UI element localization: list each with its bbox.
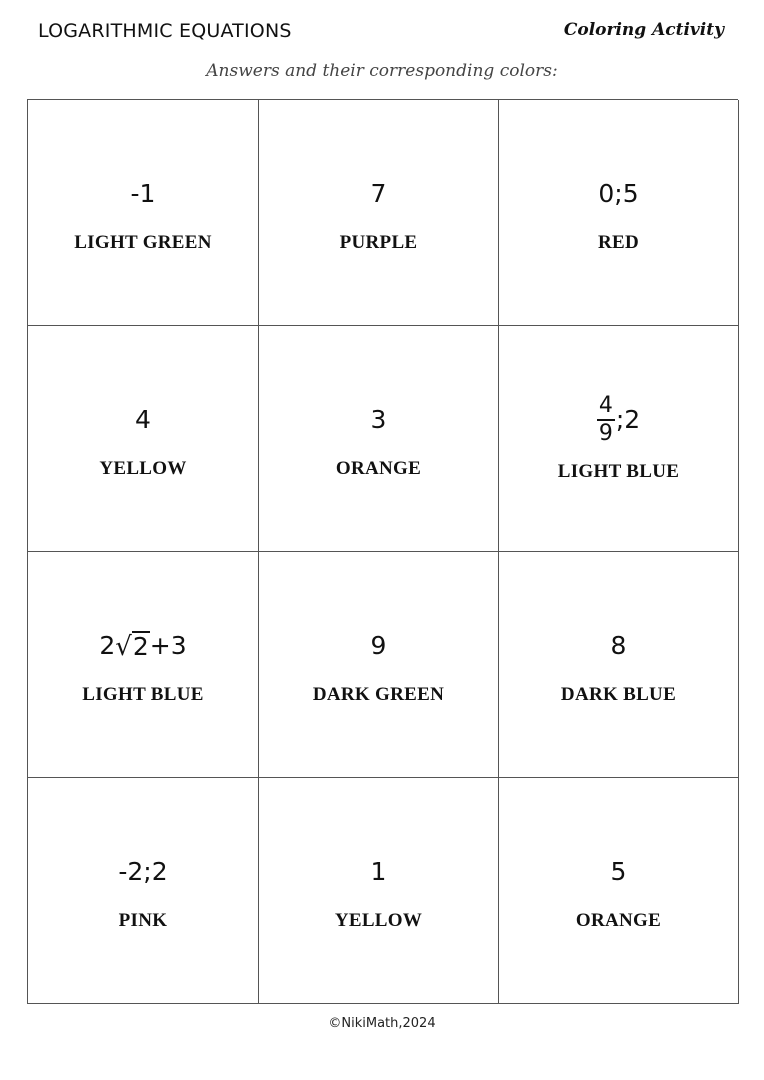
radicand: 2 [132, 631, 149, 661]
answer-value: -2;2 [118, 857, 168, 886]
color-name: LIGHT BLUE [557, 460, 680, 482]
answer-value: 1 [370, 857, 387, 886]
answer-cell-2 [259, 100, 499, 326]
activity-label: Coloring Activity [563, 20, 724, 40]
color-name: YELLOW [99, 457, 187, 479]
color-name: DARK GREEN [312, 683, 445, 705]
answer-cell-10 [28, 778, 259, 1004]
answer-cell-9 [499, 552, 739, 778]
answer-cell-3 [499, 100, 739, 326]
color-name: RED [597, 231, 639, 253]
color-name: YELLOW [334, 909, 423, 931]
color-name: ORANGE [335, 457, 422, 479]
answer-value: 4 [135, 405, 151, 434]
square-root [115, 631, 149, 661]
answer-cell-6 [499, 326, 739, 552]
worksheet-subtitle: Answers and their corresponding colors: [206, 61, 558, 81]
fraction [597, 392, 615, 446]
answer-cell-7 [28, 552, 259, 778]
answer-prefix: 2 [99, 631, 116, 660]
color-name: DARK BLUE [560, 683, 677, 705]
color-name: PINK [118, 909, 168, 931]
radical-sign-icon: √ [115, 632, 132, 663]
worksheet-title: LOGARITHMIC EQUATIONS [38, 20, 292, 42]
copyright-footer: ©NikiMath,2024 [328, 1016, 436, 1031]
fraction-numerator: 4 [597, 395, 615, 421]
answer-value: 7 [370, 179, 387, 208]
answer-cell-11 [259, 778, 499, 1004]
answer-value [597, 392, 641, 446]
answer-cell-5 [259, 326, 499, 552]
answer-cell-4 [28, 326, 259, 552]
answer-rest: ;2 [615, 405, 641, 434]
color-name: ORANGE [575, 909, 662, 931]
color-name: LIGHT BLUE [82, 683, 204, 705]
color-name: LIGHT GREEN [74, 231, 212, 253]
answer-suffix: +3 [149, 631, 187, 660]
answer-cell-8 [259, 552, 499, 778]
answer-value: 5 [610, 857, 627, 886]
fraction-denominator: 9 [598, 420, 613, 446]
answer-value: 8 [610, 631, 627, 660]
answer-cell-1 [28, 100, 259, 326]
answer-value: 9 [370, 631, 387, 660]
answer-value: -1 [130, 179, 156, 208]
answer-cell-12 [499, 778, 739, 1004]
answer-color-grid [27, 99, 738, 1004]
color-name: PURPLE [339, 231, 418, 253]
answer-value [99, 624, 186, 668]
answer-value: 0;5 [598, 179, 639, 208]
answer-value: 3 [370, 405, 387, 434]
